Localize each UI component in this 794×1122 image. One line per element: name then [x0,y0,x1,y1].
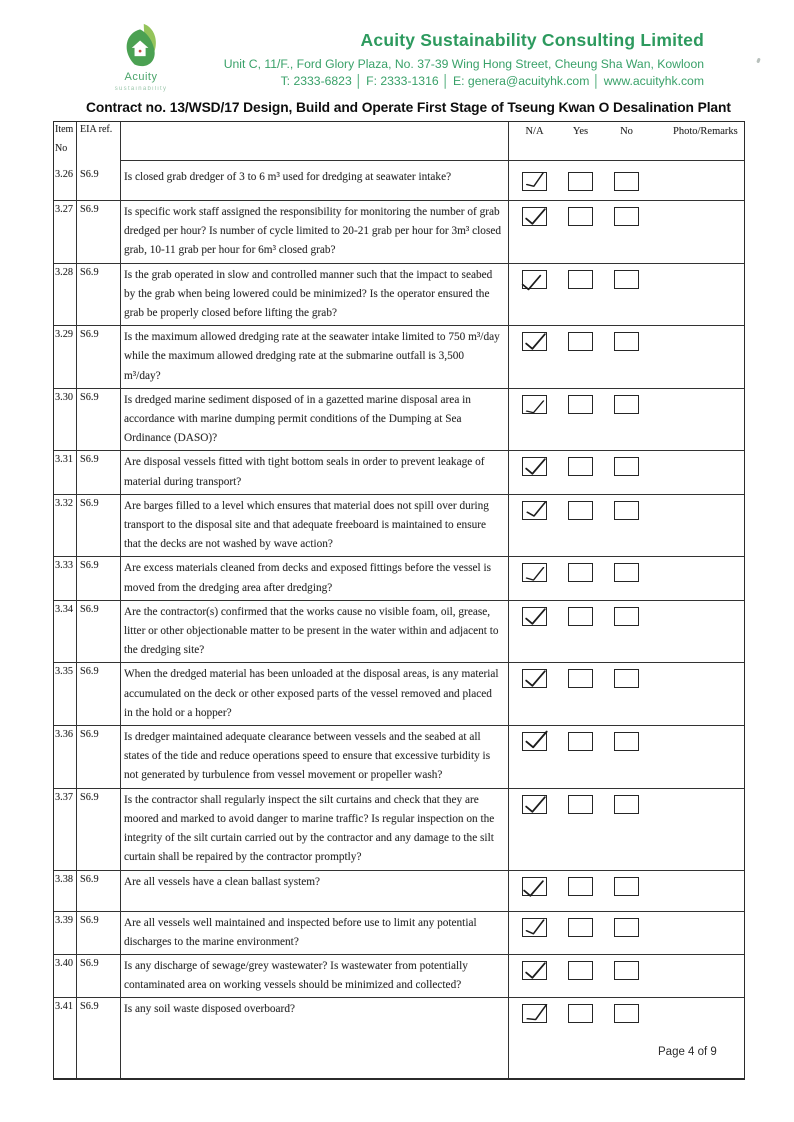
yes-checkbox[interactable] [568,457,593,476]
table-row [54,556,744,599]
no-checkbox[interactable] [614,563,639,582]
table-row [54,450,744,493]
item-no-cell: 3.35 [54,663,77,725]
item-no-cell: 3.36 [54,726,77,788]
eia-ref-cell: S6.9 [77,955,121,997]
col-header-remarks: Photo/Remarks [673,126,738,137]
checkmark-icon [522,456,548,478]
eia-ref-cell: S6.9 [77,264,121,326]
yes-checkbox[interactable] [568,563,593,582]
checkmark-icon [522,499,550,520]
item-no-cell: 3.27 [54,201,77,263]
answers-cell [509,389,744,451]
question-cell: Is dredger maintained adequate clearance between vessels and the seabed at all states of the tide and reduce operations speed to ensure that excessive turbidity is not generated by turbulence from vessel movement or propeller wash? [121,726,509,788]
no-checkbox[interactable] [614,918,639,937]
question-cell: Is any discharge of sewage/grey wastewater? Is wastewater from potentially contaminated area on working vessels should be minimized and collected? [121,955,509,997]
table-row [54,870,744,911]
question-cell: Is the contractor shall regularly inspect the silt curtains and check that they are moored and marked to avoid danger to marine traffic? Is regular inspection on the integrity of the silt curtain carried out by the contractor and any damage to the silt curtain shall be repaired by the contractor promptly? [121,789,509,870]
checkmark-icon [521,565,550,585]
answers-cell [509,601,744,663]
na-checkbox[interactable] [522,332,547,351]
yes-checkbox[interactable] [568,395,593,414]
col-header-eia: EIA ref. [77,122,121,166]
yes-checkbox[interactable] [568,732,593,751]
question-cell: Are barges filled to a level which ensures that material does not spill over during transport to the disposal site and that adequate freeboard is maintained to ensure that the decks are not washed by wave action? [121,495,509,557]
table-row [54,325,744,388]
answers-cell [509,912,744,954]
col-header-item-line2: No [55,143,68,154]
page-number: Page 4 of 9 [658,1046,717,1058]
table-row [54,494,744,557]
no-checkbox[interactable] [614,332,639,351]
checklist-table [53,121,745,1080]
item-no-cell: 3.32 [54,495,77,557]
question-cell: Are disposal vessels fitted with tight bottom seals in order to prevent leakage of material during transport? [121,451,509,493]
eia-ref-cell: S6.9 [77,326,121,388]
item-no-cell: 3.39 [54,912,77,954]
yes-checkbox[interactable] [568,1004,593,1023]
eia-ref-cell: S6.9 [77,998,121,1078]
item-no-cell: 3.30 [54,389,77,451]
answers-cell [509,326,744,388]
eia-ref-cell: S6.9 [77,789,121,870]
na-checkbox[interactable] [522,563,547,582]
checkmark-icon [522,668,548,690]
no-checkbox[interactable] [614,207,639,226]
company-contact: T: 2333-6823 │ F: 2333-1316 │ E: genera@acuityhk.com │ www.acuityhk.com [280,74,704,88]
company-name: Acuity Sustainability Consulting Limited [360,30,704,50]
na-checkbox[interactable] [522,395,547,414]
checkmark-icon [522,728,550,752]
yes-checkbox[interactable] [568,918,593,937]
question-cell: Are all vessels well maintained and inspected before use to limit any potential discharges to the marine environment? [121,912,509,954]
checkmark-icon [522,606,548,628]
checkbox-group [522,961,639,980]
col-header-item [54,122,77,166]
checkbox-group [522,207,639,226]
answers-cell [509,557,744,599]
item-no-cell: 3.34 [54,601,77,663]
table-row [54,725,744,788]
page-footer [658,1046,717,1058]
na-checkbox[interactable] [522,1004,547,1023]
checkbox-group [522,457,639,476]
eia-ref-cell: S6.9 [77,557,121,599]
answers-cell [509,166,744,200]
item-no-cell: 3.38 [54,871,77,911]
answers-cell [509,726,744,788]
eia-ref-cell: S6.9 [77,451,121,493]
na-checkbox[interactable] [522,961,547,980]
eia-ref-cell: S6.9 [77,389,121,451]
item-no-cell: 3.26 [54,166,77,200]
checkbox-group [522,332,639,351]
answers-cell [509,451,744,493]
col-header-answers [509,122,744,166]
yes-checkbox[interactable] [568,877,593,896]
question-cell: When the dredged material has been unloaded at the disposal areas, is any material accumulated on the deck or other exposed parts of the vessel removed and placed in the hold or a hopper? [121,663,509,725]
item-no-cell: 3.33 [54,557,77,599]
yes-checkbox[interactable] [568,501,593,520]
table-row [54,788,744,870]
table-row [54,911,744,954]
yes-checkbox[interactable] [568,332,593,351]
checkmark-icon [522,794,548,816]
question-cell: Are all vessels have a clean ballast system? [121,871,509,911]
no-checkbox[interactable] [614,501,639,520]
question-cell: Are the contractor(s) confirmed that the works cause no visible foam, oil, grease, litter or other objectionable matter to be present in the water within and adjacent to the dredging site? [121,601,509,663]
checkmark-icon [520,878,546,900]
yes-checkbox[interactable] [568,207,593,226]
table-row [54,997,744,1078]
question-cell: Is specific work staff assigned the responsibility for monitoring the number of grab dredged per hour? Is number of cycle limited to 20-21 grab per hour for 3m³ closed grab, 10-11 grab per hour for 6m³ closed grab? [121,201,509,263]
table-body [54,166,744,1078]
checkbox-group [522,563,639,582]
eia-ref-cell: S6.9 [77,871,121,911]
yes-checkbox[interactable] [568,172,593,191]
yes-checkbox[interactable] [568,669,593,688]
answers-cell [509,264,744,326]
checkbox-group [522,172,639,191]
no-checkbox[interactable] [614,607,639,626]
checkmark-icon [522,206,548,228]
eia-ref-cell: S6.9 [77,495,121,557]
answers-cell [509,955,744,997]
question-cell: Is any soil waste disposed overboard? [121,998,509,1078]
yes-checkbox[interactable] [568,961,593,980]
answers-cell [509,871,744,911]
leaf-house-icon [110,22,172,70]
table-row [54,166,744,200]
table-row [54,600,744,663]
answers-cell [509,495,744,557]
col-header-item-line1: Item [55,124,74,135]
checkbox-group [522,795,639,814]
checkbox-group [522,877,639,896]
table-row [54,263,744,326]
checkbox-group [522,607,639,626]
checkbox-group [522,395,639,414]
na-checkbox[interactable] [522,918,547,937]
item-no-cell: 3.29 [54,326,77,388]
checkmark-icon [519,272,544,293]
question-cell: Is the grab operated in slow and controlled manner such that the impact to seabed by the grab when being lowered could be minimized? Is the operator ensured the grab be properly closed before lifting the grab? [121,264,509,326]
answers-cell [509,201,744,263]
table-row [54,662,744,725]
company-logo [96,22,186,92]
na-checkbox[interactable] [522,732,547,751]
checkbox-group [522,918,639,937]
question-cell: Is dredged marine sediment disposed of in a gazetted marine disposal area in accordance with marine dumping permit conditions of the Dumping at Sea Ordinance (DASO)? [121,389,509,451]
checkbox-group [522,270,639,289]
logo-subtext: sustainability [114,86,168,92]
eia-ref-cell: S6.9 [77,726,121,788]
no-checkbox[interactable] [614,669,639,688]
na-checkbox[interactable] [522,172,547,191]
checkbox-group [522,1004,639,1023]
checkmark-icon [521,917,550,939]
eia-ref-cell: S6.9 [77,912,121,954]
item-no-cell: 3.40 [54,955,77,997]
no-checkbox[interactable] [614,1004,639,1023]
answers-cell [509,998,744,1078]
item-no-cell: 3.41 [54,998,77,1078]
answer-column-labels [522,126,738,137]
table-header-row [54,122,744,166]
checkmark-icon [522,331,548,353]
na-checkbox[interactable] [522,795,547,814]
table-row [54,954,744,997]
eia-ref-cell: S6.9 [77,601,121,663]
no-checkbox[interactable] [614,877,639,896]
table-row [54,388,744,451]
scan-artifact-mark [756,58,761,64]
question-cell: Is closed grab dredger of 3 to 6 m³ used for dredging at seawater intake? [121,166,509,200]
yes-checkbox[interactable] [568,795,593,814]
eia-ref-cell: S6.9 [77,201,121,263]
item-no-cell: 3.31 [54,451,77,493]
question-cell: Are excess materials cleaned from decks and exposed fittings before the vessel is moved from the dredging area after dredging? [121,557,509,599]
no-checkbox[interactable] [614,795,639,814]
no-checkbox[interactable] [614,395,639,414]
letterhead-text [224,30,704,88]
no-checkbox[interactable] [614,961,639,980]
checkmark-icon [520,1002,555,1027]
na-checkbox[interactable] [522,270,547,289]
na-checkbox[interactable] [522,607,547,626]
eia-ref-cell: S6.9 [77,166,121,200]
item-no-cell: 3.37 [54,789,77,870]
table-row [54,200,744,263]
na-checkbox[interactable] [522,877,547,896]
na-checkbox[interactable] [522,207,547,226]
checkmark-icon [520,170,549,192]
col-header-question [121,122,509,166]
no-checkbox[interactable] [614,270,639,289]
checkbox-group [522,669,639,688]
no-checkbox[interactable] [614,172,639,191]
na-checkbox[interactable] [522,457,547,476]
yes-checkbox[interactable] [568,607,593,626]
col-header-no: No [620,126,633,137]
na-checkbox[interactable] [522,501,547,520]
item-no-cell: 3.28 [54,264,77,326]
col-header-na: N/A [525,126,544,137]
yes-checkbox[interactable] [568,270,593,289]
no-checkbox[interactable] [614,457,639,476]
answers-cell [509,789,744,870]
logo-wordmark: Acuity [124,71,158,83]
checkbox-group [522,732,639,751]
checkmark-icon [521,398,550,418]
col-header-yes: Yes [572,126,589,137]
document-title: Contract no. 13/WSD/17 Design, Build and Operate First Stage of Tseung Kwan O Desalination Plant [86,100,731,115]
eia-ref-cell: S6.9 [77,663,121,725]
company-address: Unit C, 11/F., Ford Glory Plaza, No. 37-39 Wing Hong Street, Cheung Sha Wan, Kowloon [223,57,704,71]
answers-cell [509,663,744,725]
checkbox-group [522,501,639,520]
question-cell: Is the maximum allowed dredging rate at the seawater intake limited to 750 m³/day while the maximum allowed dredging rate at the submarine outfall is 3,500 m³/day? [121,326,509,388]
letterhead [0,0,794,100]
checkmark-icon [522,960,548,982]
na-checkbox[interactable] [522,669,547,688]
no-checkbox[interactable] [614,732,639,751]
